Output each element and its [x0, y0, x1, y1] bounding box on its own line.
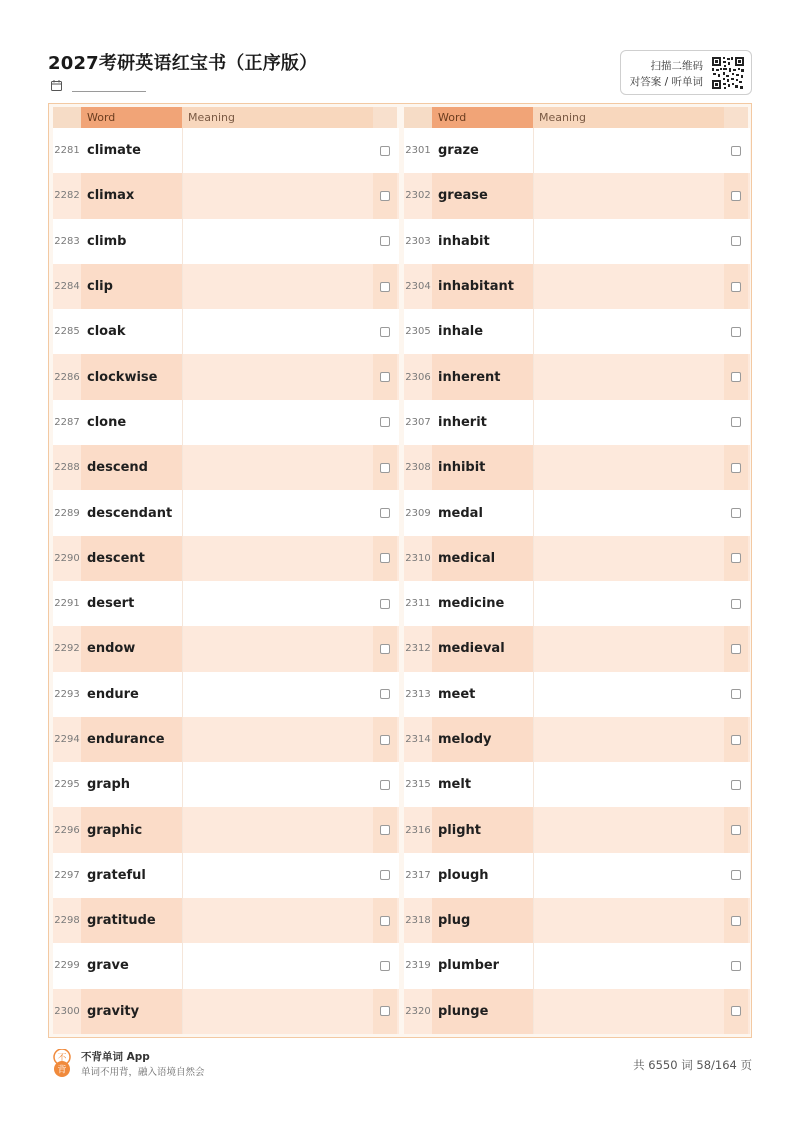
word-number: 2297 — [54, 869, 80, 881]
checkbox[interactable] — [380, 916, 390, 926]
meaning-field[interactable] — [182, 445, 373, 490]
header-check-cell — [724, 107, 748, 128]
meaning-field[interactable] — [533, 626, 724, 671]
table-header — [53, 107, 399, 128]
table-row — [53, 445, 399, 490]
word-number: 2296 — [54, 824, 80, 836]
check-cell — [373, 717, 397, 762]
word-text: desert — [87, 596, 135, 612]
word-text: climate — [87, 143, 141, 159]
table-row — [404, 445, 750, 490]
checkbox[interactable] — [731, 282, 741, 292]
meaning-field[interactable] — [533, 400, 724, 445]
checkbox[interactable] — [380, 508, 390, 518]
check-cell — [724, 309, 748, 354]
word-number: 2298 — [54, 915, 80, 927]
word-text: descend — [81, 445, 182, 490]
check-cell — [373, 853, 397, 898]
meaning-field[interactable] — [182, 853, 373, 898]
word-text: endow — [81, 626, 182, 671]
word-number: 2295 — [54, 779, 80, 791]
check-cell — [724, 807, 748, 852]
checkbox[interactable] — [731, 191, 741, 201]
check-cell — [373, 400, 397, 445]
word-number: 2311 — [405, 598, 431, 610]
date-underline — [72, 91, 146, 92]
check-cell — [724, 536, 748, 581]
check-cell — [724, 626, 748, 671]
meaning-field[interactable] — [182, 354, 373, 399]
table-row — [404, 173, 750, 218]
qr-line-1: 扫描二维码 — [650, 60, 703, 72]
meaning-field[interactable] — [533, 807, 724, 852]
header-check-cell — [373, 107, 397, 128]
table-row — [404, 536, 750, 581]
word-text: clip — [81, 264, 182, 309]
table-row — [53, 717, 399, 762]
checkbox[interactable] — [731, 372, 741, 382]
checkbox[interactable] — [731, 916, 741, 926]
word-text: plunge — [432, 989, 533, 1034]
page-title: 2027考研英语红宝书（正序版） — [48, 53, 318, 74]
word-number: 2285 — [54, 326, 80, 338]
word-number: 2284 — [54, 281, 80, 293]
logo-text-top: 不 — [57, 1053, 67, 1064]
meaning-field[interactable] — [182, 400, 373, 445]
check-cell — [373, 309, 397, 354]
check-cell — [373, 264, 397, 309]
word-number: 2286 — [54, 371, 80, 383]
meaning-field[interactable] — [182, 309, 373, 354]
table-row — [404, 898, 750, 943]
check-cell — [373, 445, 397, 490]
word-text: grease — [432, 173, 533, 218]
check-cell — [373, 173, 397, 218]
meaning-field[interactable] — [533, 354, 724, 399]
calendar-icon — [51, 80, 62, 91]
meaning-field[interactable] — [533, 536, 724, 581]
checkbox[interactable] — [731, 870, 741, 880]
checkbox[interactable] — [731, 553, 741, 563]
checkbox[interactable] — [380, 463, 390, 473]
word-number: 2309 — [405, 507, 431, 519]
word-text: graph — [87, 777, 131, 793]
word-number: 2281 — [54, 145, 80, 157]
table-row — [53, 264, 399, 309]
logo-text-bottom: 背 — [57, 1065, 67, 1076]
meaning-field[interactable] — [182, 672, 373, 717]
word-number: 2320 — [405, 1005, 431, 1017]
meaning-field[interactable] — [533, 445, 724, 490]
check-cell — [724, 219, 748, 264]
meaning-field[interactable] — [533, 853, 724, 898]
word-number: 2294 — [54, 734, 80, 745]
check-cell — [373, 943, 397, 988]
checkbox[interactable] — [380, 689, 390, 699]
meaning-field[interactable] — [533, 989, 724, 1034]
word-text: inhabitant — [432, 264, 533, 309]
table-row — [53, 536, 399, 581]
app-logo-icon — [51, 1049, 73, 1077]
word-number: 2283 — [54, 235, 80, 247]
table-row — [404, 989, 750, 1034]
checkbox[interactable] — [380, 327, 390, 337]
check-cell — [724, 717, 748, 762]
meaning-field[interactable] — [533, 717, 724, 762]
checkbox[interactable] — [380, 146, 390, 156]
app-slogan: 单词不用背，融入语境自然会 — [81, 1067, 205, 1078]
check-cell — [724, 400, 748, 445]
meaning-field[interactable] — [533, 128, 724, 173]
check-cell — [724, 264, 748, 309]
checkbox[interactable] — [380, 780, 390, 790]
check-cell — [373, 581, 397, 626]
meaning-field[interactable] — [182, 490, 373, 535]
word-text: melody — [432, 717, 533, 762]
checkbox[interactable] — [380, 599, 390, 609]
checkbox[interactable] — [731, 689, 741, 699]
header-number-cell — [404, 107, 432, 128]
checkbox[interactable] — [380, 825, 390, 835]
meaning-field[interactable] — [182, 128, 373, 173]
table-row — [53, 309, 399, 354]
word-text: medicine — [438, 596, 505, 612]
meaning-field[interactable] — [533, 581, 724, 626]
word-number: 2287 — [54, 416, 80, 428]
checkbox[interactable] — [380, 282, 390, 292]
word-text: medieval — [432, 626, 533, 671]
meaning-field[interactable] — [533, 173, 724, 218]
left-rows — [53, 128, 399, 1034]
word-text: endurance — [81, 717, 182, 762]
word-text: descent — [81, 536, 182, 581]
word-text: plug — [432, 898, 533, 943]
word-number: 2315 — [405, 779, 431, 791]
word-text: endure — [87, 686, 139, 702]
table-row — [53, 853, 399, 898]
checkbox[interactable] — [380, 1006, 390, 1016]
header-number-cell — [53, 107, 81, 128]
word-text: medal — [438, 505, 483, 521]
word-number: 2293 — [54, 688, 80, 700]
word-text: inherent — [432, 354, 533, 399]
word-text: grave — [87, 958, 129, 974]
meaning-field[interactable] — [533, 264, 724, 309]
check-cell — [373, 354, 397, 399]
checkbox[interactable] — [731, 327, 741, 337]
word-number: 2313 — [405, 688, 431, 700]
left-column — [53, 107, 399, 1034]
meaning-field[interactable] — [533, 943, 724, 988]
word-number: 2303 — [405, 235, 431, 247]
meaning-field[interactable] — [182, 807, 373, 852]
word-text: melt — [438, 777, 472, 793]
header-meaning: Meaning — [182, 107, 373, 128]
word-number: 2319 — [405, 960, 431, 972]
checkbox[interactable] — [731, 146, 741, 156]
word-text: climax — [81, 173, 182, 218]
table-row — [53, 354, 399, 399]
word-table — [48, 103, 752, 1038]
qr-code-icon[interactable] — [711, 56, 745, 90]
table-row — [404, 626, 750, 671]
word-number: 2314 — [405, 734, 431, 745]
word-text: gravity — [81, 989, 182, 1034]
word-number: 2306 — [405, 371, 431, 383]
checkbox[interactable] — [380, 735, 390, 745]
word-number: 2282 — [54, 190, 80, 202]
word-number: 2304 — [405, 281, 431, 293]
check-cell — [373, 672, 397, 717]
check-cell — [724, 943, 748, 988]
date-field[interactable] — [51, 80, 151, 94]
word-text: inhabit — [438, 233, 490, 249]
check-cell — [724, 853, 748, 898]
checkbox[interactable] — [380, 236, 390, 246]
table-row — [53, 490, 399, 535]
table-row — [53, 400, 399, 445]
check-cell — [373, 490, 397, 535]
word-text: cloak — [87, 324, 126, 340]
word-number: 2316 — [405, 824, 431, 836]
meaning-field[interactable] — [182, 581, 373, 626]
header-word: Word — [432, 107, 533, 128]
table-row — [404, 581, 750, 626]
meaning-field[interactable] — [533, 309, 724, 354]
check-cell — [373, 807, 397, 852]
table-row — [404, 128, 750, 173]
checkbox[interactable] — [380, 644, 390, 654]
word-text: medical — [432, 536, 533, 581]
meaning-field[interactable] — [182, 626, 373, 671]
word-text: plough — [438, 867, 489, 883]
word-number: 2308 — [405, 462, 431, 474]
word-number: 2307 — [405, 416, 431, 428]
meaning-field[interactable] — [182, 173, 373, 218]
table-row — [404, 943, 750, 988]
table-row — [53, 626, 399, 671]
table-row — [404, 400, 750, 445]
word-text: gratitude — [81, 898, 182, 943]
table-row — [53, 989, 399, 1034]
word-number: 2290 — [54, 552, 80, 564]
table-row — [53, 128, 399, 173]
table-row — [53, 173, 399, 218]
checkbox[interactable] — [731, 825, 741, 835]
check-cell — [724, 445, 748, 490]
meaning-field[interactable] — [182, 989, 373, 1034]
checkbox[interactable] — [731, 508, 741, 518]
meaning-field[interactable] — [533, 219, 724, 264]
word-text: inhibit — [432, 445, 533, 490]
word-number: 2300 — [54, 1005, 80, 1017]
right-rows — [404, 128, 750, 1034]
word-number: 2299 — [54, 960, 80, 972]
word-text: clockwise — [81, 354, 182, 399]
checkbox[interactable] — [380, 372, 390, 382]
meaning-field[interactable] — [182, 762, 373, 807]
word-number: 2301 — [405, 145, 431, 157]
check-cell — [724, 898, 748, 943]
word-number: 2318 — [405, 915, 431, 927]
table-row — [404, 309, 750, 354]
word-text: inhale — [438, 324, 484, 340]
meaning-field[interactable] — [533, 898, 724, 943]
word-text: meet — [438, 686, 476, 702]
word-number: 2312 — [405, 643, 431, 655]
meaning-field[interactable] — [182, 943, 373, 988]
qr-card[interactable] — [620, 50, 752, 95]
word-text: climb — [87, 233, 127, 249]
checkbox[interactable] — [731, 644, 741, 654]
checkbox[interactable] — [380, 553, 390, 563]
table-row — [53, 898, 399, 943]
word-text: plight — [432, 807, 533, 852]
word-text: descendant — [87, 505, 173, 521]
meaning-field[interactable] — [182, 898, 373, 943]
checkbox[interactable] — [731, 1006, 741, 1016]
checkbox[interactable] — [731, 780, 741, 790]
checkbox[interactable] — [731, 599, 741, 609]
check-cell — [724, 173, 748, 218]
page-info: 共 6550 词 58/164 页 — [633, 1058, 752, 1072]
checkbox[interactable] — [380, 961, 390, 971]
word-number: 2291 — [54, 598, 80, 610]
table-row — [53, 219, 399, 264]
check-cell — [373, 536, 397, 581]
qr-caption — [630, 58, 703, 90]
word-number: 2310 — [405, 552, 431, 564]
checkbox[interactable] — [731, 735, 741, 745]
check-cell — [373, 762, 397, 807]
table-row — [404, 807, 750, 852]
check-cell — [373, 898, 397, 943]
header-word: Word — [81, 107, 182, 128]
check-cell — [373, 219, 397, 264]
meaning-field[interactable] — [182, 264, 373, 309]
meaning-field[interactable] — [182, 536, 373, 581]
meaning-field[interactable] — [533, 490, 724, 535]
check-cell — [373, 989, 397, 1034]
word-text: graze — [438, 143, 479, 159]
checkbox[interactable] — [731, 417, 741, 427]
table-row — [404, 264, 750, 309]
word-text: clone — [87, 414, 127, 430]
table-row — [404, 354, 750, 399]
check-cell — [724, 762, 748, 807]
word-text: inherit — [438, 414, 487, 430]
check-cell — [373, 128, 397, 173]
word-text: plumber — [438, 958, 500, 974]
check-cell — [724, 989, 748, 1034]
checkbox[interactable] — [380, 191, 390, 201]
header-meaning: Meaning — [533, 107, 724, 128]
word-text: grateful — [87, 867, 146, 883]
checkbox[interactable] — [731, 463, 741, 473]
check-cell — [724, 354, 748, 399]
qr-line-2: 对答案 / 听单词 — [629, 76, 703, 88]
table-row — [53, 943, 399, 988]
table-row — [404, 490, 750, 535]
table-row — [404, 853, 750, 898]
table-row — [404, 717, 750, 762]
checkbox[interactable] — [380, 870, 390, 880]
word-number: 2317 — [405, 869, 431, 881]
word-number: 2302 — [405, 190, 431, 202]
checkbox[interactable] — [380, 417, 390, 427]
check-cell — [724, 581, 748, 626]
right-column — [404, 107, 750, 1034]
checkbox[interactable] — [731, 236, 741, 246]
table-row — [53, 581, 399, 626]
checkbox[interactable] — [731, 961, 741, 971]
table-row — [404, 219, 750, 264]
table-row — [53, 807, 399, 852]
table-row — [53, 672, 399, 717]
word-number: 2289 — [54, 507, 80, 519]
app-name: 不背单词 App — [81, 1051, 150, 1063]
check-cell — [724, 672, 748, 717]
table-header — [404, 107, 750, 128]
word-number: 2305 — [405, 326, 431, 338]
meaning-field[interactable] — [533, 762, 724, 807]
meaning-field[interactable] — [182, 219, 373, 264]
word-number: 2292 — [54, 643, 80, 655]
meaning-field[interactable] — [533, 672, 724, 717]
check-cell — [724, 128, 748, 173]
word-number: 2288 — [54, 462, 80, 474]
check-cell — [373, 626, 397, 671]
table-row — [53, 762, 399, 807]
table-row — [404, 762, 750, 807]
table-row — [404, 672, 750, 717]
check-cell — [724, 490, 748, 535]
word-text: graphic — [81, 807, 182, 852]
meaning-field[interactable] — [182, 717, 373, 762]
